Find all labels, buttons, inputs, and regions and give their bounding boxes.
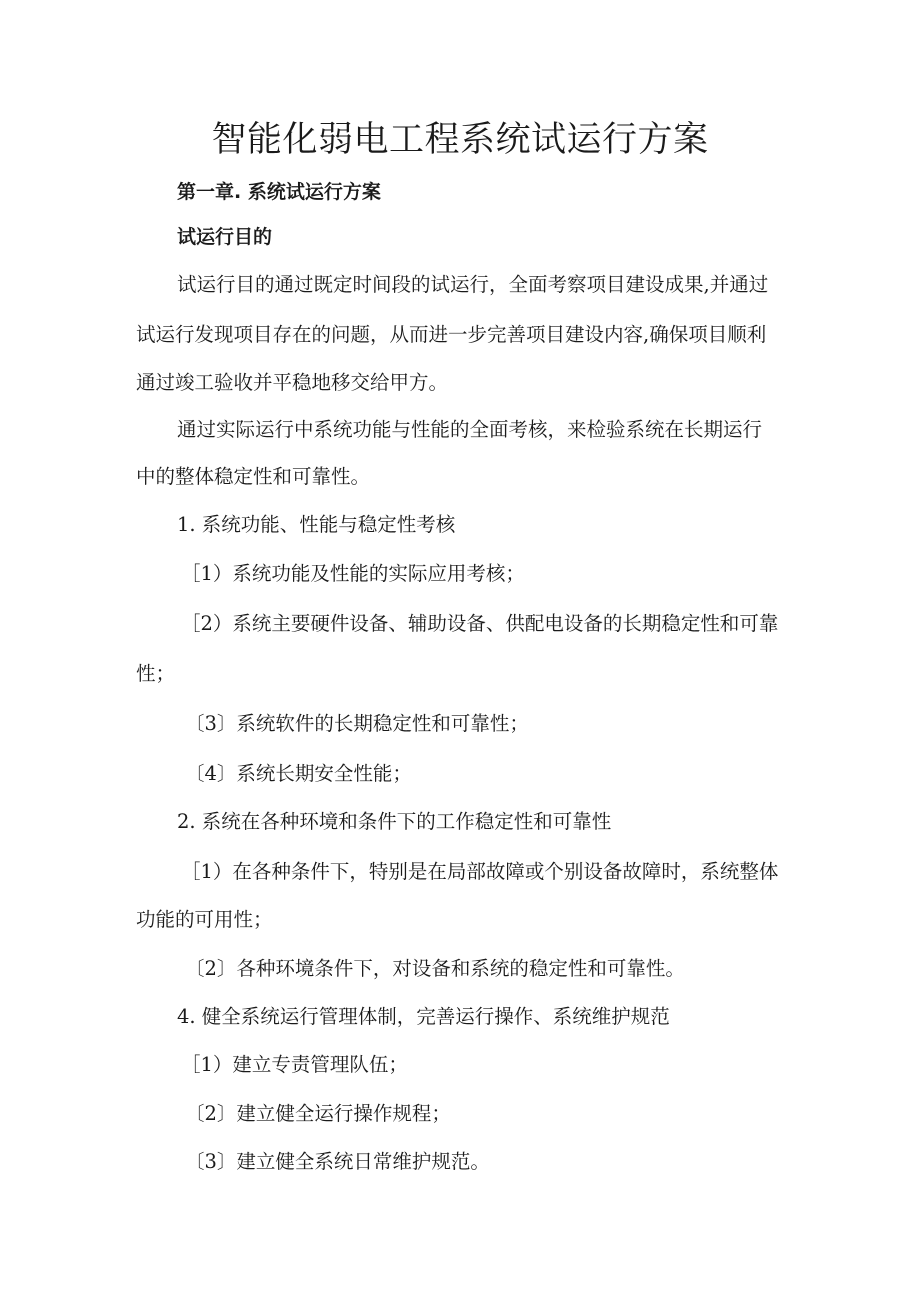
item-2-sub-1-line-2: 功能的可用性； [136, 908, 273, 931]
paragraph-1-line-3: 通过竣工验收并平稳地移交给甲方。 [136, 371, 449, 394]
paragraph-1-line-1: 试运行目的通过既定时间段的试运行，全面考察项目建设成果,并通过 [177, 273, 769, 296]
item-1-sub-2-line-1: ［2）系统主要硬件设备、辅助设备、供配电设备的长期稳定性和可靠 [181, 612, 779, 635]
item-4-sub-3: 〔3〕建立健全系统日常维护规范。 [185, 1150, 490, 1173]
paragraph-2-line-1: 通过实际运行中系统功能与性能的全面考核，来检验系统在长期运行 [177, 418, 763, 441]
item-1-sub-3: 〔3〕系统软件的长期稳定性和可靠性； [185, 712, 529, 735]
item-2-sub-2: 〔2〕各种环境条件下，对设备和系统的稳定性和可靠性。 [185, 957, 685, 980]
item-1-sub-4: 〔4〕系统长期安全性能； [185, 762, 412, 785]
chapter-heading: 第一章. 系统试运行方案 [177, 181, 381, 203]
item-4-sub-2: 〔2〕建立健全运行操作规程； [185, 1102, 451, 1125]
item-2-heading: 2. 系统在各种环境和条件下的工作稳定性和可靠性 [177, 810, 612, 833]
paragraph-1-line-2: 试运行发现项目存在的问题，从而进一步完善项目建设内容,确保项目顺利 [136, 323, 767, 346]
item-1-sub-1: ［1）系统功能及性能的实际应用考核； [181, 562, 525, 585]
item-1-heading: 1. 系统功能、性能与稳定性考核 [177, 513, 456, 536]
item-2-sub-1-line-1: ［1）在各种条件下，特别是在局部故障或个别设备故障时，系统整体 [181, 860, 779, 883]
section-heading: 试运行目的 [177, 226, 273, 248]
item-1-sub-2-line-2: 性； [136, 662, 176, 685]
item-4-heading: 4. 健全系统运行管理体制，完善运行操作、系统维护规范 [177, 1005, 670, 1028]
document-title: 智能化弱电工程系统试运行方案 [211, 120, 709, 160]
paragraph-2-line-2: 中的整体稳定性和可靠性。 [136, 465, 371, 488]
item-4-sub-1: ［1）建立专责管理队伍； [181, 1053, 408, 1076]
